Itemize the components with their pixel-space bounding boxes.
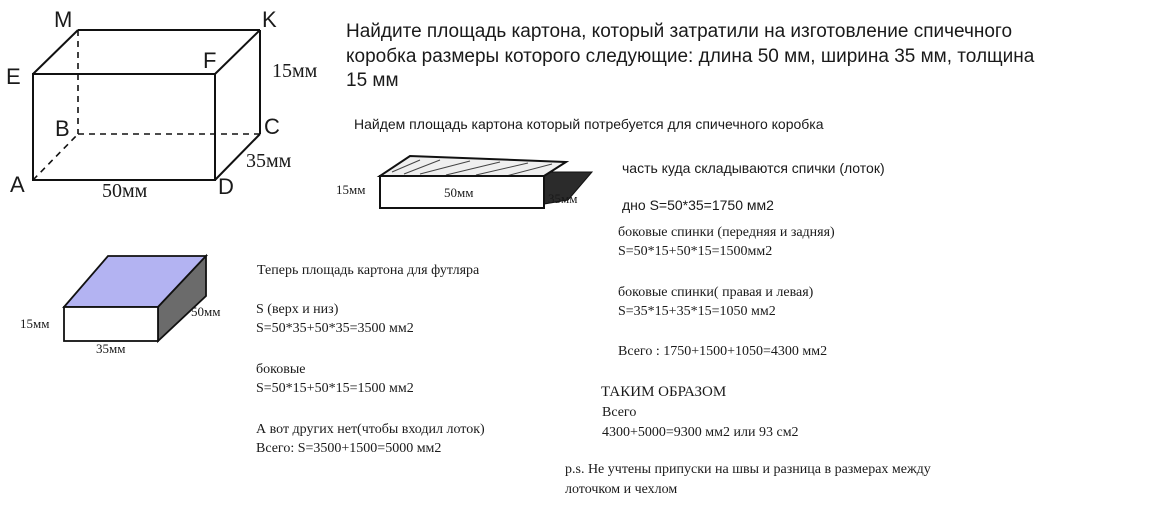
problem-line-3: 15 мм bbox=[346, 70, 399, 92]
case-sides-calc: S=50*15+50*15=1500 мм2 bbox=[256, 381, 414, 396]
tray-dim-length: 50мм bbox=[444, 185, 474, 200]
ps-note-line-1: p.s. Не учтены припуски на швы и разница в размерах между bbox=[565, 462, 931, 477]
case-title: Теперь площадь картона для футляра bbox=[257, 263, 480, 278]
conclusion-calc: 4300+5000=9300 мм2 или 93 см2 bbox=[602, 425, 799, 440]
case-total: Всего: S=3500+1500=5000 мм2 bbox=[256, 441, 442, 456]
problem-line-2: коробка размеры которого следующие: длина 50 мм, ширина 35 мм, толщина bbox=[346, 45, 1035, 67]
vertex-label-K: K bbox=[262, 7, 277, 32]
vertex-label-E: E bbox=[6, 64, 21, 89]
case-dim-height: 15мм bbox=[20, 316, 50, 331]
tray-title: часть куда складываются спички (лоток) bbox=[622, 160, 885, 176]
tray-side2-label: боковые спинки( правая и левая) bbox=[618, 285, 814, 300]
tray-side2-calc: S=35*15+35*15=1050 мм2 bbox=[618, 304, 776, 319]
vertex-label-C: C bbox=[264, 114, 280, 139]
vertex-label-D: D bbox=[218, 174, 234, 199]
case-topbottom-label: S (верх и низ) bbox=[256, 302, 339, 317]
intro-text: Найдем площадь картона который потребуется для спичечного коробка bbox=[354, 116, 824, 132]
tray-dim-depth: 35мм bbox=[548, 191, 578, 206]
conclusion-label: Всего bbox=[602, 405, 637, 420]
vertex-label-F: F bbox=[203, 48, 217, 73]
vertex-label-B: B bbox=[55, 116, 70, 141]
case-figure bbox=[0, 0, 260, 360]
tray-total: Всего : 1750+1500+1050=4300 мм2 bbox=[618, 344, 828, 359]
box-dim-depth: 35мм bbox=[246, 150, 292, 172]
box-dim-height: 15мм bbox=[272, 60, 318, 82]
vertex-label-A: A bbox=[10, 172, 25, 197]
case-sides-label: боковые bbox=[256, 362, 306, 377]
case-no-other-sides: А вот других нет(чтобы входил лоток) bbox=[256, 422, 485, 437]
case-dim-width: 35мм bbox=[96, 341, 126, 356]
tray-side1-label: боковые спинки (передняя и задняя) bbox=[618, 225, 835, 240]
conclusion-heading: ТАКИМ ОБРАЗОМ bbox=[601, 384, 727, 400]
ps-note-line-2: лоточком и чехлом bbox=[565, 482, 678, 497]
box-dim-length: 50мм bbox=[102, 180, 148, 202]
tray-bottom-calc: дно S=50*35=1750 мм2 bbox=[622, 197, 774, 213]
tray-dim-height: 15мм bbox=[336, 182, 366, 197]
vertex-label-M: M bbox=[54, 7, 73, 32]
case-dim-depth: 50мм bbox=[191, 304, 221, 319]
problem-line-1: Найдите площадь картона, который затратили на изготовление спичечного bbox=[346, 21, 1013, 42]
tray-side1-calc: S=50*15+50*15=1500мм2 bbox=[618, 244, 773, 259]
case-topbottom-calc: S=50*35+50*35=3500 мм2 bbox=[256, 321, 414, 336]
case-front-face bbox=[64, 307, 158, 341]
